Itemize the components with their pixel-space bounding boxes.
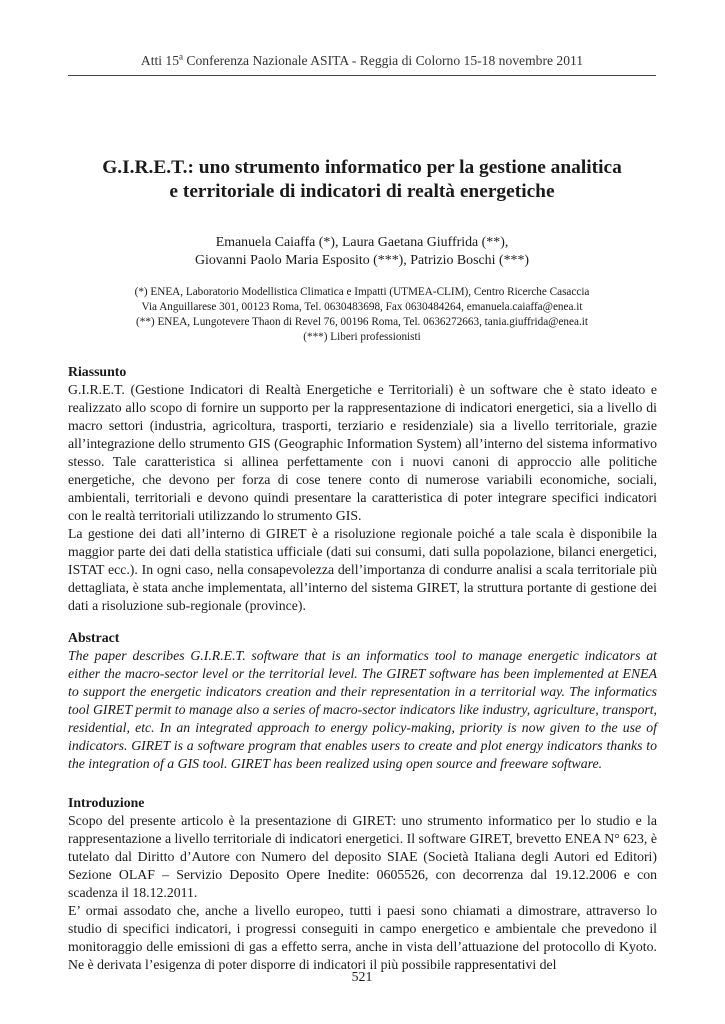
abstract-heading: Abstract: [68, 630, 120, 645]
introduzione-heading: Introduzione: [68, 795, 145, 810]
running-head: [68, 52, 656, 70]
affiliation-line: Via Anguillarese 301, 00123 Roma, Tel. 0630483698, Fax 0630484264, emanuela.caiaffa@enea.it: [141, 300, 583, 313]
running-head-ordinal: a: [179, 51, 184, 62]
author-list: [68, 234, 656, 270]
page-number: 521: [351, 969, 373, 984]
paper-title: [68, 156, 656, 204]
riassunto-paragraph-1: G.I.R.E.T. (Gestione Indicatori di Realtà Energetiche e Territoriali) è un software che è stato ideato e realizzato allo scopo di fornire un supporto per la rappresentazione di indicatori energetici, sia a livello di macro settori (industria, agricoltura, trasporti, terziario e residenziale) sia a livello territoriale, grazie all’integrazione dello strumento GIS (Geographic Information System) all’interno del sistema informativo stesso. Tale caratteristica si allinea perfettamente con i nuovi canoni di approccio alle politiche energetiche, che devono per forza di cose tenere conto di numerose variabili economiche, sociali, ambientali, territoriali e devono quindi presentare la caratteristica di poter integrare specifici indicatori con le realtà territoriali utilizzando lo strumento GIS.: [68, 382, 657, 523]
introduzione-paragraph-1: Scopo del presente articolo è la presentazione di GIRET: uno strumento informatico per lo studio e la rappresentazione a livello territoriale di indicatori energetici. Il software GIRET, brevetto ENEA N° 623, è tutelato dal Diritto d’Autore con Numero del deposito SIAE (Società Italiana degli Autori ed Editori) Sezione OLAF – Servizio Deposito Opere Inedite: 0605526, con decorrenza dal 19.12.2006 e con scadenza il 18.12.2011.: [68, 813, 657, 900]
riassunto-paragraph-2: La gestione dei dati all’interno di GIRET è a risoluzione regionale poiché a tale scala è disponibile la maggior parte dei dati della statistica ufficiale (dati sui consumi, dati sulla popolazione, bilanci energetici, ISTAT ecc.). In ogni caso, nella consapevolezza dell’importanza di condurre analisi a scala territoriale più dettagliata, è stata anche implementata, all’interno del sistema GIRET, la struttura portante di gestione dei dati a risoluzione sub-regionale (province).: [68, 526, 657, 613]
running-head-rest: Conferenza Nazionale ASITA - Reggia di Colorno 15-18 novembre 2011: [183, 53, 584, 68]
title-line-1: G.I.R.E.T.: uno strumento informatico per la gestione analitica: [102, 157, 622, 178]
authors-line-1: Emanuela Caiaffa (*), Laura Gaetana Giuffrida (**),: [215, 235, 509, 250]
affiliation-line: (*) ENEA, Laboratorio Modellistica Climatica e Impatti (UTMEA-CLIM), Centro Ricerche Casaccia: [134, 286, 590, 298]
riassunto-section: [68, 363, 657, 615]
abstract-section: [68, 629, 657, 773]
introduzione-section: [68, 794, 657, 974]
affiliations: [68, 285, 656, 345]
riassunto-heading: Riassunto: [68, 364, 127, 379]
introduzione-paragraph-2: E’ ormai assodato che, anche a livello europeo, tutti i paesi sono chiamati a dimostrare, attraverso lo studio di specifici indicatori, i progressi conseguiti in campo energetico e ambientale che prevedono il monitoraggio delle emissioni di gas a effetto serra, anche in vista dell’attuazione del protocollo di Kyoto. Ne è derivata l’esigenza di poter disporre di indicatori il più possibile rappresentativi del: [68, 903, 657, 972]
affiliation-line: (***) Liberi professionisti: [303, 330, 421, 343]
header-rule: [68, 75, 656, 76]
affiliation-line: (**) ENEA, Lungotevere Thaon di Revel 76, 00196 Roma, Tel. 0636272663, tania.giuffrida@enea.it: [136, 315, 588, 328]
authors-line-2: Giovanni Paolo Maria Esposito (***), Patrizio Boschi (***): [194, 253, 530, 268]
abstract-paragraph: The paper describes G.I.R.E.T. software that is an informatics tool to manage energetic indicators at either the macro-sector level or the territorial level. The GIRET software has been implemented at ENEA to support the energetic indicators creation and their representation in a territorial way. The informatics tool GIRET permit to manage also a series of macro-sector indicators like industry, agriculture, transport, residential, etc. In an integrated approach to energy policy-making, priority is now given to the use of indicators. GIRET is a software program that enables users to create and plot energy indicators thanks to the integration of a GIS tool. GIRET has been realized using open source and freeware software.: [68, 648, 657, 771]
running-head-prefix: Atti 15: [140, 53, 180, 68]
title-line-2: e territoriale di indicatori di realtà energetiche: [169, 181, 555, 202]
